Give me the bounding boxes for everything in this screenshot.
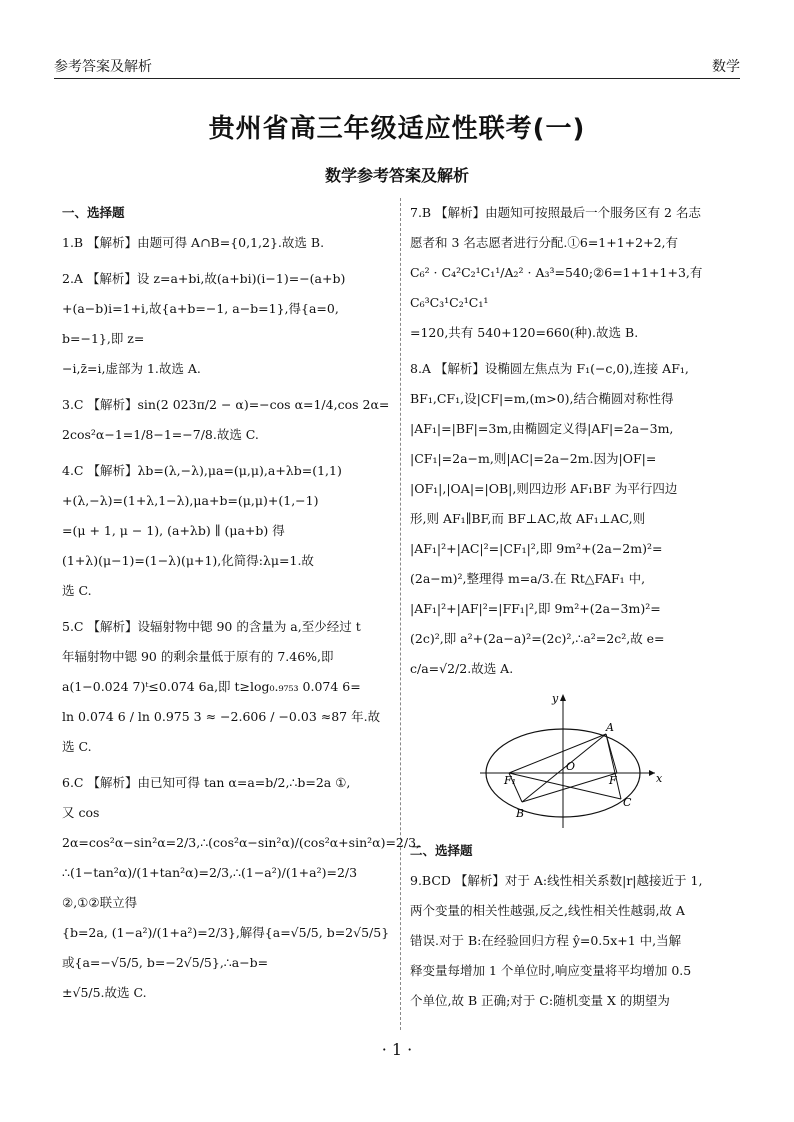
x-axis-arrow-icon [649, 770, 655, 776]
answer-line: 3.C 【解析】sin(2 023π/2 − α)=−cos α=1/4,cos 2α= [62, 397, 390, 412]
answer-7 [410, 198, 740, 348]
answer-line: 选 C. [62, 583, 92, 598]
answer-line: 6.C 【解析】由已知可得 tan α=a=b/2,∴b=2a ①, [62, 775, 351, 790]
answer-6 [62, 768, 421, 1008]
page-number: · 1 · [381, 1040, 413, 1059]
label-y: y [552, 692, 559, 705]
label-A: A [606, 721, 614, 734]
answer-line: (1+λ)(μ−1)=(1−λ)(μ+1),化简得:λμ=1.故 [62, 553, 314, 568]
segment-BF [522, 773, 617, 802]
answer-line: 愿者和 3 名志愿者进行分配.①6=1+1+2+2,有 [410, 235, 679, 250]
answer-4 [62, 456, 390, 606]
right-column [410, 198, 740, 1022]
label-F1: F₁ [504, 774, 517, 787]
ellipse-diagram [410, 690, 740, 830]
answer-line: |OF₁|,|OA|=|OB|,则四边形 AF₁BF 为平行四边 [410, 481, 678, 496]
label-x: x [656, 772, 663, 785]
page-header [54, 56, 740, 80]
column-divider [400, 198, 401, 1030]
answer-line: +(a−b)i=1+i,故{a+b=−1, a−b=1},得{a=0, b=−1},即 z= [62, 301, 339, 346]
answer-line: ln 0.074 6 / ln 0.975 3 ≈ −2.606 / −0.03 ≈87 年.故选 C. [62, 709, 381, 754]
answer-line: 释变量每增加 1 个单位时,响应变量将平均增加 0.5 [410, 963, 692, 978]
answer-5 [62, 612, 390, 762]
left-column [62, 198, 421, 1014]
answer-line: 7.B 【解析】由题知可按照最后一个服务区有 2 名志 [410, 205, 701, 220]
answer-line: (2c)²,即 a²+(2a−a)²=(2c)²,∴a²=2c²,故 e= [410, 631, 665, 646]
answer-line: |AF₁|²+|AF|²=|FF₁|²,即 9m²+(2a−3m)²= [410, 601, 661, 616]
answer-line: BF₁,CF₁,设|CF|=m,(m>0),结合椭圆对称性得 [410, 391, 674, 406]
label-B: B [516, 807, 525, 820]
answer-line: 8.A 【解析】设椭圆左焦点为 F₁(−c,0),连接 AF₁, [410, 361, 689, 376]
label-C: C [623, 796, 632, 809]
section-heading: 一、选择题 [62, 205, 125, 220]
answer-line: 年辐射物中锶 90 的剩余量低于原有的 7.46%,即 [62, 649, 334, 664]
answer-line: ±√5/5.故选 C. [62, 985, 147, 1000]
answer-line: 两个变量的相关性越强,反之,线性相关性越弱,故 A [410, 903, 685, 918]
answer-line: |AF₁|=|BF|=3m,由椭圆定义得|AF|=2a−3m, [410, 421, 674, 436]
answer-line: +(λ,−λ)=(1+λ,1−λ),μa+b=(μ,μ)+(1,−1) [62, 493, 319, 508]
header-left: 参考答案及解析 [54, 59, 152, 75]
answer-line: 2cos²α−1=1/8−1=−7/8.故选 C. [62, 427, 259, 442]
answer-line: =120,共有 540+120=660(种).故选 B. [410, 325, 639, 340]
header-right: 数学 [712, 59, 740, 75]
ellipse-figure [410, 690, 740, 830]
answer-3 [62, 390, 390, 450]
label-F: F [609, 774, 617, 787]
header-divider [54, 78, 740, 79]
answer-line: 1.B 【解析】由题可得 A∩B={0,1,2}.故选 B. [62, 235, 325, 250]
answer-line: (2a−m)²,整理得 m=a/3.在 Rt△FAF₁ 中, [410, 571, 646, 586]
answer-line: 5.C 【解析】设辐射物中锶 90 的含量为 a,至少经过 t [62, 619, 361, 634]
answer-line: C₆² · C₄²C₂¹C₁¹/A₂² · A₃³=540;②6=1+1+1+3,有 C₆³C₃¹C₂¹C₁¹ [410, 265, 703, 310]
answer-line: 又 cos 2α=cos²α−sin²α=2/3,∴(cos²α−sin²α)/(cos²α+sin²α)=2/3, [62, 805, 421, 850]
segment-AF [606, 734, 617, 773]
page-subtitle: 数学参考答案及解析 [324, 166, 469, 185]
answer-2 [62, 264, 390, 384]
answer-line: c/a=√2/2.故选 A. [410, 661, 514, 676]
answer-line: 形,则 AF₁∥BF,而 BF⊥AC,故 AF₁⊥AC,则 [410, 511, 646, 526]
answer-line: |AF₁|²+|AC|²=|CF₁|²,即 9m²+(2a−2m)²= [410, 541, 663, 556]
answer-line: {b=2a, (1−a²)/(1+a²)=2/3},解得{a=√5/5, b=2√5/5}或{a=−√5/5, b=−2√5/5},∴a−b= [62, 925, 390, 970]
y-axis-arrow-icon [560, 694, 566, 701]
answer-9 [410, 866, 740, 1016]
answer-8 [410, 354, 740, 684]
answer-line: 4.C 【解析】λb=(λ,−λ),μa=(μ,μ),a+λb=(1,1) [62, 463, 342, 478]
segment-BA [522, 734, 606, 802]
section-heading: 二、选择题 [410, 843, 473, 858]
page-title: 贵州省高三年级适应性联考(一) [208, 114, 586, 144]
segment-F1A [509, 734, 606, 773]
answer-line: 个单位,故 B 正确;对于 C:随机变量 X 的期望为 [410, 993, 670, 1008]
answer-line: =(μ + 1, μ − 1), (a+λb) ∥ (μa+b) 得 [62, 523, 285, 538]
label-O: O [566, 760, 576, 773]
answer-line: ∴(1−tan²α)/(1+tan²α)=2/3,∴(1−a²)/(1+a²)=2/3 ②,①②联立得 [62, 865, 358, 910]
answer-1 [62, 228, 390, 258]
answer-line: 错误.对于 B:在经验回归方程 ŷ=0.5x+1 中,当解 [410, 933, 682, 948]
answer-line: a(1−0.024 7)ᵗ≤0.074 6a,即 t≥log₀.₉₇₅₃ 0.074 6= [62, 679, 361, 694]
answer-line: 9.BCD 【解析】对于 A:线性相关系数|r|越接近于 1, [410, 873, 703, 888]
answer-line: 2.A 【解析】设 z=a+bi,故(a+bi)(i−1)=−(a+b) [62, 271, 346, 286]
answer-line: |CF₁|=2a−m,则|AC|=2a−2m.因为|OF|= [410, 451, 657, 466]
answer-line: −i,z̄=i,虚部为 1.故选 A. [62, 361, 201, 376]
